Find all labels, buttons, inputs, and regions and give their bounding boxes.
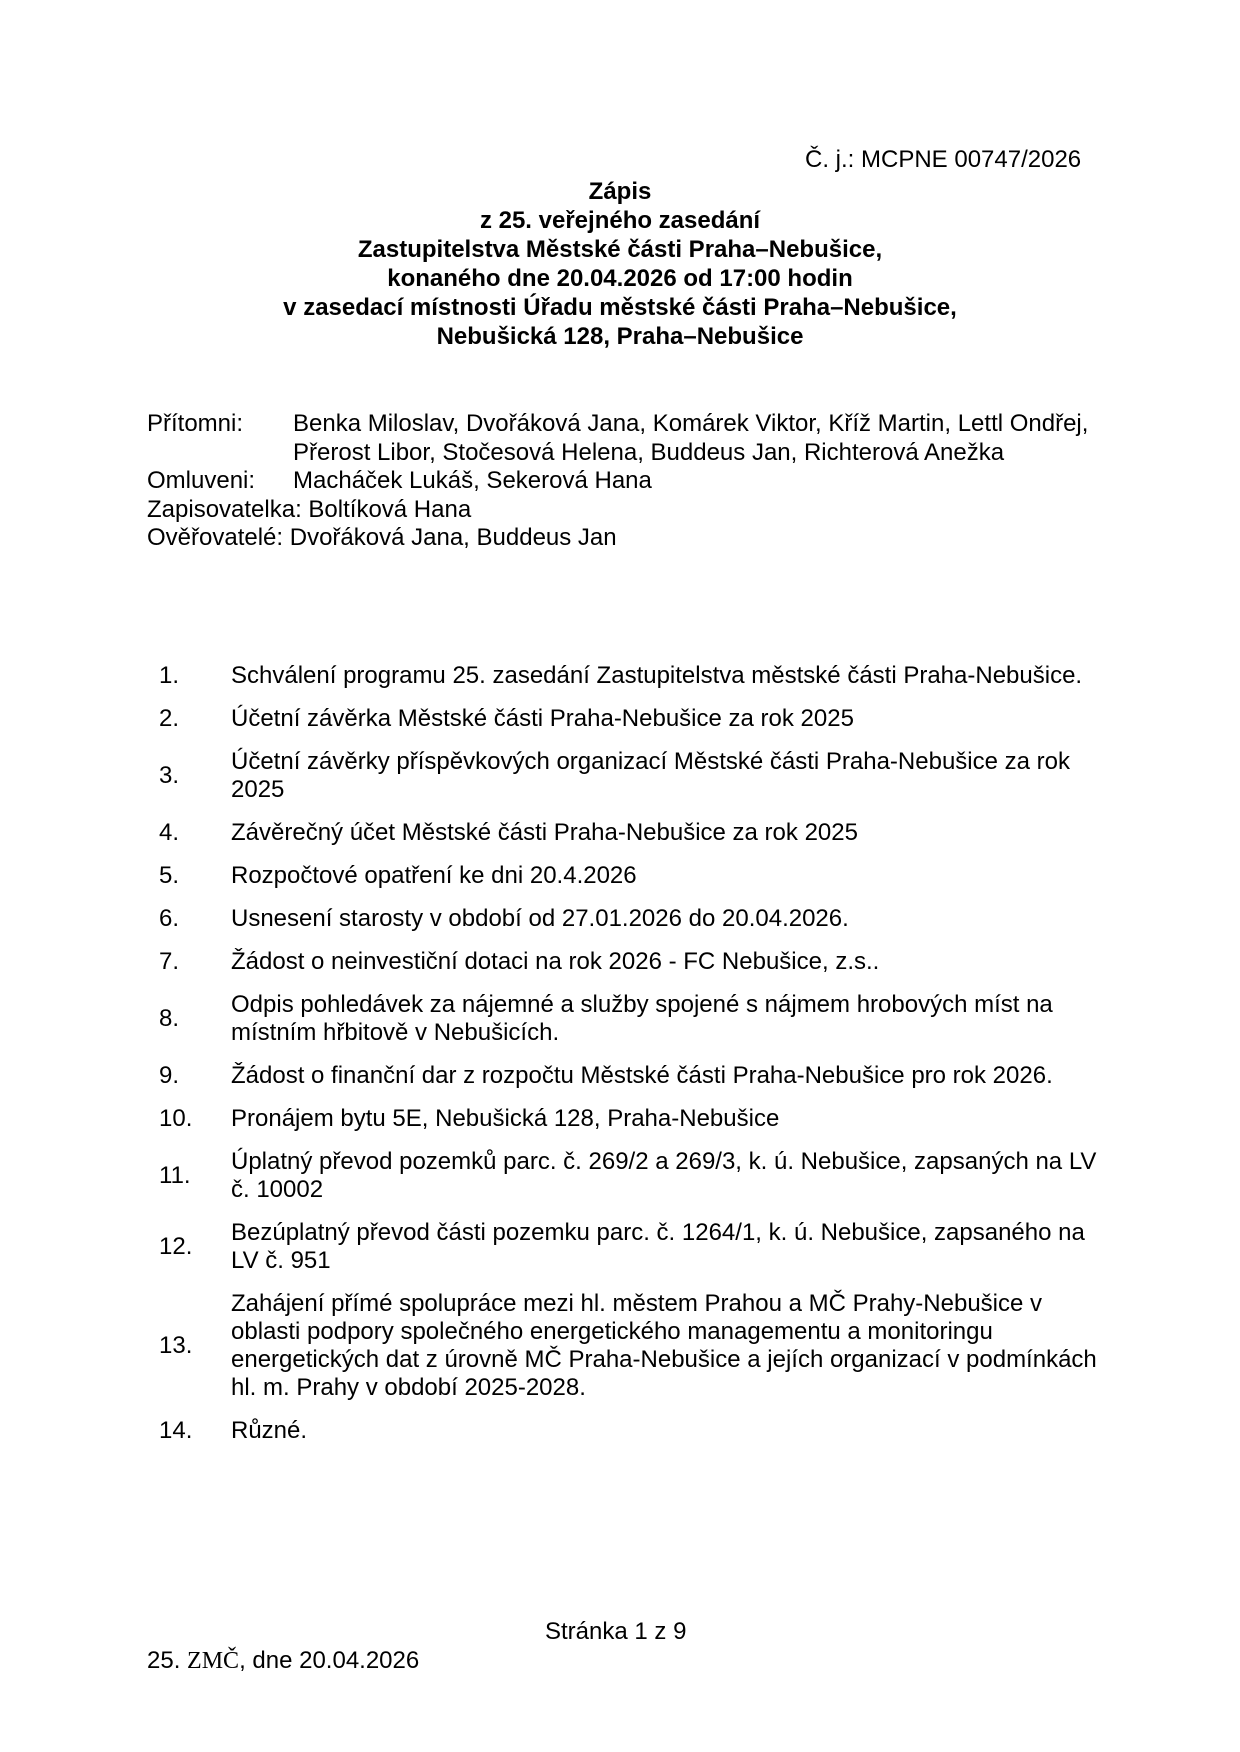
agenda-item — [147, 905, 1097, 933]
attendance-section — [147, 410, 1097, 553]
agenda-text: Schválení programu 25. zasedání Zastupitelstva městské části Praha-Nebušice. — [231, 662, 1083, 689]
agenda-text: Závěrečný účet Městské části Praha-Nebušice za rok 2025 — [231, 819, 858, 846]
title-line-2: z 25. veřejného zasedání — [479, 207, 761, 234]
footer-zmc: ZMČ — [187, 1648, 240, 1674]
footer-date: , dne 20.04.2026 — [239, 1647, 420, 1674]
excused-label: Omluveni: — [147, 467, 256, 494]
present-row — [147, 410, 1097, 467]
present-label: Přítomni: — [147, 410, 244, 437]
agenda-number: 8. — [159, 1005, 180, 1032]
agenda-list — [147, 662, 1097, 1460]
agenda-number: 10. — [159, 1105, 193, 1132]
verifiers-label: Ověřovatelé: — [147, 524, 284, 551]
footer-prefix: 25. — [147, 1647, 181, 1674]
agenda-text: Zahájení přímé spolupráce mezi hl. městem Prahou a MČ Prahy-Nebušice v oblasti podpory společného energetického managementu a monitoringu energetických dat z úrovně MČ Praha-Nebušice a jejích organizací v podmínkách hl. m. Prahy v období 2025-2028. — [231, 1290, 1097, 1401]
agenda-text: Účetní závěrky příspěvkových organizací Městské části Praha-Nebušice za rok 2025 — [231, 748, 1071, 803]
agenda-item — [147, 862, 1097, 890]
agenda-text: Rozpočtové opatření ke dni 20.4.2026 — [231, 862, 637, 889]
agenda-item — [147, 748, 1097, 804]
agenda-item — [147, 1417, 1097, 1445]
agenda-item — [147, 1062, 1097, 1090]
agenda-item — [147, 1148, 1097, 1204]
agenda-text: Usnesení starosty v období od 27.01.2026 do 20.04.2026. — [231, 905, 849, 932]
agenda-number: 12. — [159, 1233, 193, 1260]
agenda-number: 3. — [159, 762, 180, 789]
title-line-5: v zasedací místnosti Úřadu městské části Praha–Nebušice, — [283, 294, 957, 321]
agenda-item — [147, 948, 1097, 976]
reference-number: Č. j.: MCPNE 00747/2026 — [805, 146, 1082, 173]
agenda-text: Žádost o neinvestiční dotaci na rok 2026 - FC Nebušice, z.s.. — [231, 948, 880, 975]
agenda-number: 1. — [159, 662, 180, 689]
agenda-item — [147, 819, 1097, 847]
agenda-item — [147, 1105, 1097, 1133]
title-line-1: Zápis — [588, 178, 652, 205]
agenda-number: 9. — [159, 1062, 180, 1089]
agenda-item — [147, 991, 1097, 1047]
recorder-label: Zapisovatelka: — [147, 495, 302, 523]
agenda-item — [147, 662, 1097, 690]
title-line-6: Nebušická 128, Praha–Nebušice — [436, 323, 804, 350]
agenda-item — [147, 1290, 1097, 1402]
title-line-4: konaného dne 20.04.2026 od 17:00 hodin — [387, 265, 853, 292]
excused-row — [147, 467, 1097, 496]
verifiers-value: Dvořáková Jana, Buddeus Jan — [289, 524, 617, 551]
agenda-number: 11. — [159, 1162, 191, 1189]
agenda-number: 14. — [159, 1417, 193, 1444]
agenda-text: Odpis pohledávek za nájemné a služby spojené s nájmem hrobových míst na místním hřbitově v Nebušicích. — [231, 991, 1053, 1046]
agenda-number: 2. — [159, 705, 180, 732]
verifiers-row — [147, 524, 1097, 553]
agenda-item — [147, 1219, 1097, 1275]
title-line-3: Zastupitelstva Městské části Praha–Nebušice, — [357, 236, 883, 263]
agenda-item — [147, 705, 1097, 733]
document-title — [0, 177, 1240, 351]
agenda-number: 5. — [159, 862, 180, 889]
agenda-text: Účetní závěrka Městské části Praha-Nebušice za rok 2025 — [231, 705, 854, 732]
agenda-number: 7. — [159, 948, 180, 975]
agenda-text: Bezúplatný převod části pozemku parc. č. 1264/1, k. ú. Nebušice, zapsaného na LV č. 951 — [231, 1219, 1085, 1274]
agenda-number: 13. — [159, 1332, 193, 1359]
agenda-text: Úplatný převod pozemků parc. č. 269/2 a 269/3, k. ú. Nebušice, zapsaných na LV č. 10002 — [231, 1148, 1097, 1203]
present-value: Benka Miloslav, Dvořáková Jana, Komárek Viktor, Kříž Martin, Lettl Ondřej, Přerost Libor, Stočesová Helena, Buddeus Jan, Richterová Anežka — [293, 410, 1089, 466]
recorder-row — [147, 496, 1097, 525]
page-indicator: Stránka 1 z 9 — [545, 1618, 687, 1645]
agenda-text: Pronájem bytu 5E, Nebušická 128, Praha-Nebušice — [231, 1105, 780, 1132]
page-footer — [147, 1647, 419, 1675]
agenda-number: 6. — [159, 905, 180, 932]
agenda-text: Různé. — [231, 1417, 308, 1444]
excused-value: Macháček Lukáš, Sekerová Hana — [293, 467, 652, 494]
agenda-text: Žádost o finanční dar z rozpočtu Městské části Praha-Nebušice pro rok 2026. — [231, 1062, 1053, 1089]
recorder-value: Boltíková Hana — [308, 495, 472, 523]
agenda-number: 4. — [159, 819, 180, 846]
